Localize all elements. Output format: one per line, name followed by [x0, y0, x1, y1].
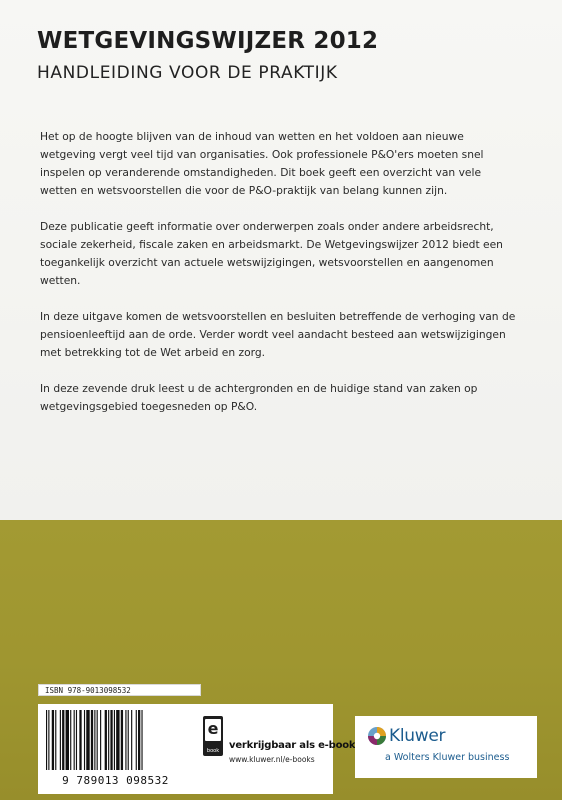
ebook-icon-letter: e	[205, 719, 221, 741]
barcode-digits: 9 789013 098532	[62, 774, 169, 787]
barcode-bar	[86, 710, 89, 770]
barcode-bar	[108, 710, 109, 770]
barcode-bar	[105, 710, 107, 770]
ebook-title: verkrijgbaar als e-book	[229, 740, 356, 751]
isbn-label: ISBN 978-9013098532	[38, 684, 201, 696]
barcode-bar	[76, 710, 77, 770]
barcode-bar	[100, 710, 101, 770]
barcode-bar	[48, 710, 49, 770]
ebook-icon-caption: book	[206, 748, 220, 754]
barcode-bar	[84, 710, 85, 770]
barcode-bar	[62, 710, 64, 770]
ebook-badge	[193, 704, 356, 794]
barcode-bar	[138, 710, 140, 770]
ebook-icon	[203, 716, 223, 756]
publisher-logo	[355, 716, 537, 778]
blurb-paragraph: Het op de hoogte blijven van de inhoud van wetten en het voldoen aan nieuwe wetgeving vergt veel tijd van organisaties. Ook professionele P&O'ers moeten snel inspelen op veranderende omstandigheden. Dit boek geeft een overzicht van vele wetten en wetsvoorstellen die voor de P&O-praktijk van belang kunnen zijn.	[40, 130, 484, 197]
barcode-bar	[94, 710, 95, 770]
blurb-paragraph: Deze publicatie geeft informatie over onderwerpen zoals onder andere arbeidsrecht, sociale zekerheid, fiscale zaken en arbeidsmarkt. De Wetgevingswijzer 2012 biedt een toegankelijk overzicht van actuele wetswijzigingen, wetsvoorstellen en aangenomen wetten.	[40, 220, 503, 287]
publisher-name: Kluwer	[389, 726, 446, 746]
book-title: WETGEVINGSWIJZER 2012	[37, 28, 379, 54]
barcode	[38, 704, 193, 794]
barcode-bar	[55, 710, 56, 770]
barcode-bar	[46, 710, 47, 770]
barcode-bar	[91, 710, 93, 770]
kluwer-globe-icon	[367, 726, 387, 746]
barcode-bar	[70, 710, 71, 770]
ebook-url[interactable]: www.kluwer.nl/e-books	[229, 755, 315, 764]
blurb-paragraph: In deze zevende druk leest u de achtergronden en de huidige stand van zaken op wetgevingsgebied toegesneden op P&O.	[40, 382, 478, 413]
barcode-bar	[52, 710, 54, 770]
publisher-tagline: a Wolters Kluwer business	[385, 752, 510, 763]
barcode-bar	[114, 710, 115, 770]
book-subtitle: HANDLEIDING VOOR DE PRAKTIJK	[37, 63, 338, 83]
barcode-bar	[74, 710, 75, 770]
barcode-bar	[66, 710, 69, 770]
barcode-bar	[141, 710, 142, 770]
blurb	[40, 128, 520, 434]
barcode-bar	[131, 710, 132, 770]
barcode-bar	[125, 710, 126, 770]
blurb-paragraph: In deze uitgave komen de wetsvoorstellen en besluiten betreffende de verhoging van de pensioenleeftijd aan de orde. Verder wordt veel aandacht besteed aan wetswijzigingen met betrekking tot de Wet arbeid en zorg.	[40, 310, 516, 359]
barcode-bar	[79, 710, 81, 770]
barcode-bar	[121, 710, 123, 770]
barcode-bar	[136, 710, 137, 770]
barcode-bar	[128, 710, 129, 770]
barcode-bar	[110, 710, 112, 770]
barcode-bar	[60, 710, 61, 770]
barcode-bars	[44, 710, 187, 772]
barcode-bar	[116, 710, 119, 770]
barcode-bar	[97, 710, 98, 770]
